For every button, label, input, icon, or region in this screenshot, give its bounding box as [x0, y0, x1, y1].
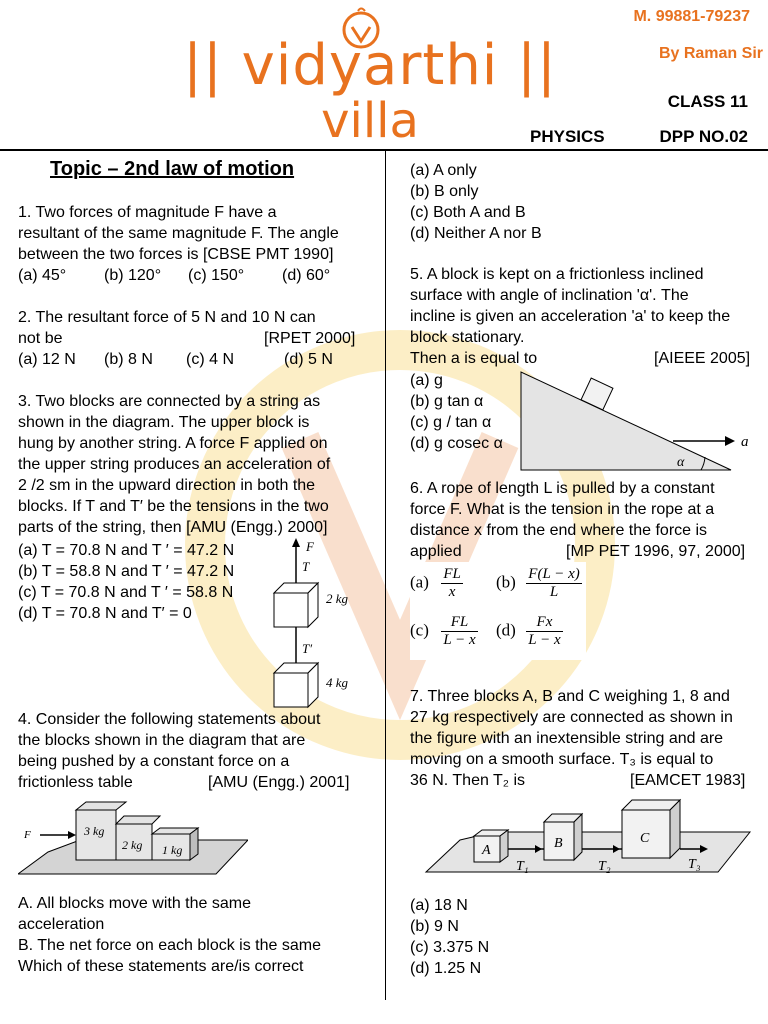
q7-option: (c) 3.375 N	[410, 939, 490, 956]
q7-tension1-label: T₁	[516, 859, 529, 874]
q7-tension3-label: T₃	[688, 857, 701, 872]
q7-option: (a) 18 N	[410, 897, 468, 914]
q4-statement-line: Which of these statements are/is correct	[18, 958, 304, 975]
q4-text-line: frictionless table	[18, 774, 133, 791]
q4-option: (d) Neither A nor B	[410, 225, 542, 242]
q4-statement-line: acceleration	[18, 916, 105, 933]
q6-option-c: (c) $\frac{FL}{L - x}$	[410, 614, 476, 648]
q7-text-line: 7. Three blocks A, B and C weighing 1, 8 and	[410, 688, 730, 705]
q3-tension-prime-label: T′	[302, 641, 313, 656]
q3-lower-mass-label: 4 kg	[326, 675, 349, 690]
q2-text-line: not be	[18, 330, 63, 347]
q4-text-line: being pushed by a constant force on a	[18, 753, 290, 770]
q7-option: (b) 9 N	[410, 918, 459, 935]
q1-option: (d) 60°	[282, 267, 331, 284]
brand-name-line2: villa	[321, 93, 419, 149]
q3-option: (d) T = 70.8 N and T′ = 0	[18, 605, 192, 622]
q4-force-label: F	[24, 829, 31, 841]
q4-option: (c) Both A and B	[410, 204, 526, 221]
q5-option: (a) g	[410, 372, 443, 389]
q2-source: [RPET 2000]	[264, 330, 356, 347]
q4-mass3-label: 1 kg	[162, 843, 183, 857]
q5-text-line: surface with angle of inclination 'α'. The	[410, 287, 689, 304]
q5-option: (b) g tan α	[410, 393, 484, 410]
q5-text-line: block stationary.	[410, 329, 525, 346]
q6-option-d: (d) $\frac{Fx}{L - x}$	[496, 614, 561, 648]
subject-label: PHYSICS	[530, 127, 605, 146]
q4-pushed-blocks-diagram	[18, 792, 248, 884]
q3-hanging-blocks-diagram	[262, 535, 372, 710]
q5-source: [AIEEE 2005]	[654, 350, 751, 367]
author: By Raman Sir	[658, 45, 763, 62]
q7-block-c-label: C	[640, 831, 650, 846]
q3-force-label: F	[306, 539, 314, 554]
q6-option-b: (b) $\frac{F(L - x)}{L}$	[496, 566, 580, 600]
phone-number: M. 99881-79237	[633, 8, 750, 25]
q1-text-line: between the two forces is [CBSE PMT 1990]	[18, 246, 334, 263]
q4-statement-line: A. All blocks move with the same	[18, 895, 251, 912]
q2-option: (a) 12 N	[18, 351, 76, 368]
q6-text-line: applied	[410, 543, 462, 560]
class-label: CLASS 11	[667, 92, 748, 111]
q3-upper-mass-label: 2 kg	[326, 591, 349, 606]
q6-text-line: 6. A rope of length L is pulled by a constant	[410, 480, 715, 497]
q5-angle-label: α	[677, 455, 685, 470]
q7-text-line: 36 N. Then T₂ is	[410, 772, 526, 789]
q6-option-a: (a) $\frac{FL}{x}$	[410, 566, 461, 600]
brand-logo	[150, 5, 590, 149]
q1-option: (c) 150°	[188, 267, 245, 284]
q3-text-line: shown in the diagram. The upper block is	[18, 414, 310, 431]
q5-option: (d) g cosec α	[410, 435, 503, 452]
q3-option: (b) T = 58.8 N and T ′ = 47.2 N	[18, 563, 235, 580]
q3-tension-label: T	[302, 559, 310, 574]
q7-block-a-label: A	[482, 843, 491, 858]
q4-mass1-label: 3 kg	[84, 824, 105, 838]
q3-text-line: 3. Two blocks are connected by a string as	[18, 393, 321, 410]
q2-option: (d) 5 N	[284, 351, 333, 368]
q4-source: [AMU (Engg.) 2001]	[208, 774, 350, 791]
q5-text-line: incline is given an acceleration 'a' to keep the	[410, 308, 731, 325]
q1-text-line: resultant of the same magnitude F. The angle	[18, 225, 339, 242]
q7-text-line: the figure with an inextensible string and are	[410, 730, 724, 747]
q7-tension2-label: T₂	[598, 859, 611, 874]
q7-block-b-label: B	[554, 836, 563, 851]
q5-text-line: Then a is equal to	[410, 350, 538, 367]
q7-option: (d) 1.25 N	[410, 960, 482, 977]
q7-source: [EAMCET 1983]	[630, 772, 746, 789]
q7-text-line: 27 kg respectively are connected as shown in	[410, 709, 733, 726]
q4-statement-line: B. The net force on each block is the same	[18, 937, 321, 954]
q1-text-line: 1. Two forces of magnitude F have a	[18, 204, 277, 221]
q2-text-line: 2. The resultant force of 5 N and 10 N can	[18, 309, 316, 326]
q3-text-line: 2 /2 sm in the upward direction in both the	[18, 477, 316, 494]
q7-text-line: moving on a smooth surface. T₃ is equal to	[410, 751, 714, 768]
q4-mass2-label: 2 kg	[122, 838, 143, 852]
topic-title: Topic – 2nd law of motion	[50, 158, 295, 180]
q6-source: [MP PET 1996, 97, 2000]	[566, 543, 746, 560]
q4-option: (b) B only	[410, 183, 479, 200]
header-divider	[0, 149, 768, 151]
q4-text-line: the blocks shown in the diagram that are	[18, 732, 306, 749]
column-divider	[385, 150, 386, 1000]
q4-option: (a) A only	[410, 162, 477, 179]
q6-text-line: distance x from the end where the force is	[410, 522, 708, 539]
q5-option: (c) g / tan α	[410, 414, 492, 431]
q2-option: (b) 8 N	[104, 351, 153, 368]
q6-text-line: force F. What is the tension in the rope at a	[410, 501, 715, 518]
q5-text-line: 5. A block is kept on a frictionless inclined	[410, 266, 704, 283]
q5-acceleration-label: a	[741, 434, 749, 450]
q5-incline-diagram	[515, 366, 760, 474]
q3-text-line: parts of the string, then [AMU (Engg.) 2000]	[18, 519, 328, 536]
q1-option: (b) 120°	[104, 267, 162, 284]
q3-text-line: the upper string produces an acceleration of	[18, 456, 331, 473]
q2-option: (c) 4 N	[186, 351, 234, 368]
q3-option: (c) T = 70.8 N and T ′ = 58.8 N	[18, 584, 234, 601]
q1-option: (a) 45°	[18, 267, 67, 284]
q3-text-line: hung by another string. A force F applied on	[18, 435, 328, 452]
q6-options-box	[410, 562, 586, 660]
dpp-label: DPP NO.02	[659, 127, 748, 146]
q4-text-line: 4. Consider the following statements about	[18, 711, 321, 728]
q3-option: (a) T = 70.8 N and T ′ = 47.2 N	[18, 542, 235, 559]
q7-connected-blocks-diagram	[424, 796, 754, 881]
q3-text-line: blocks. If T and T′ be the tensions in the two	[18, 498, 329, 515]
brand-name-line1: || vidyarthi ||	[183, 33, 557, 98]
